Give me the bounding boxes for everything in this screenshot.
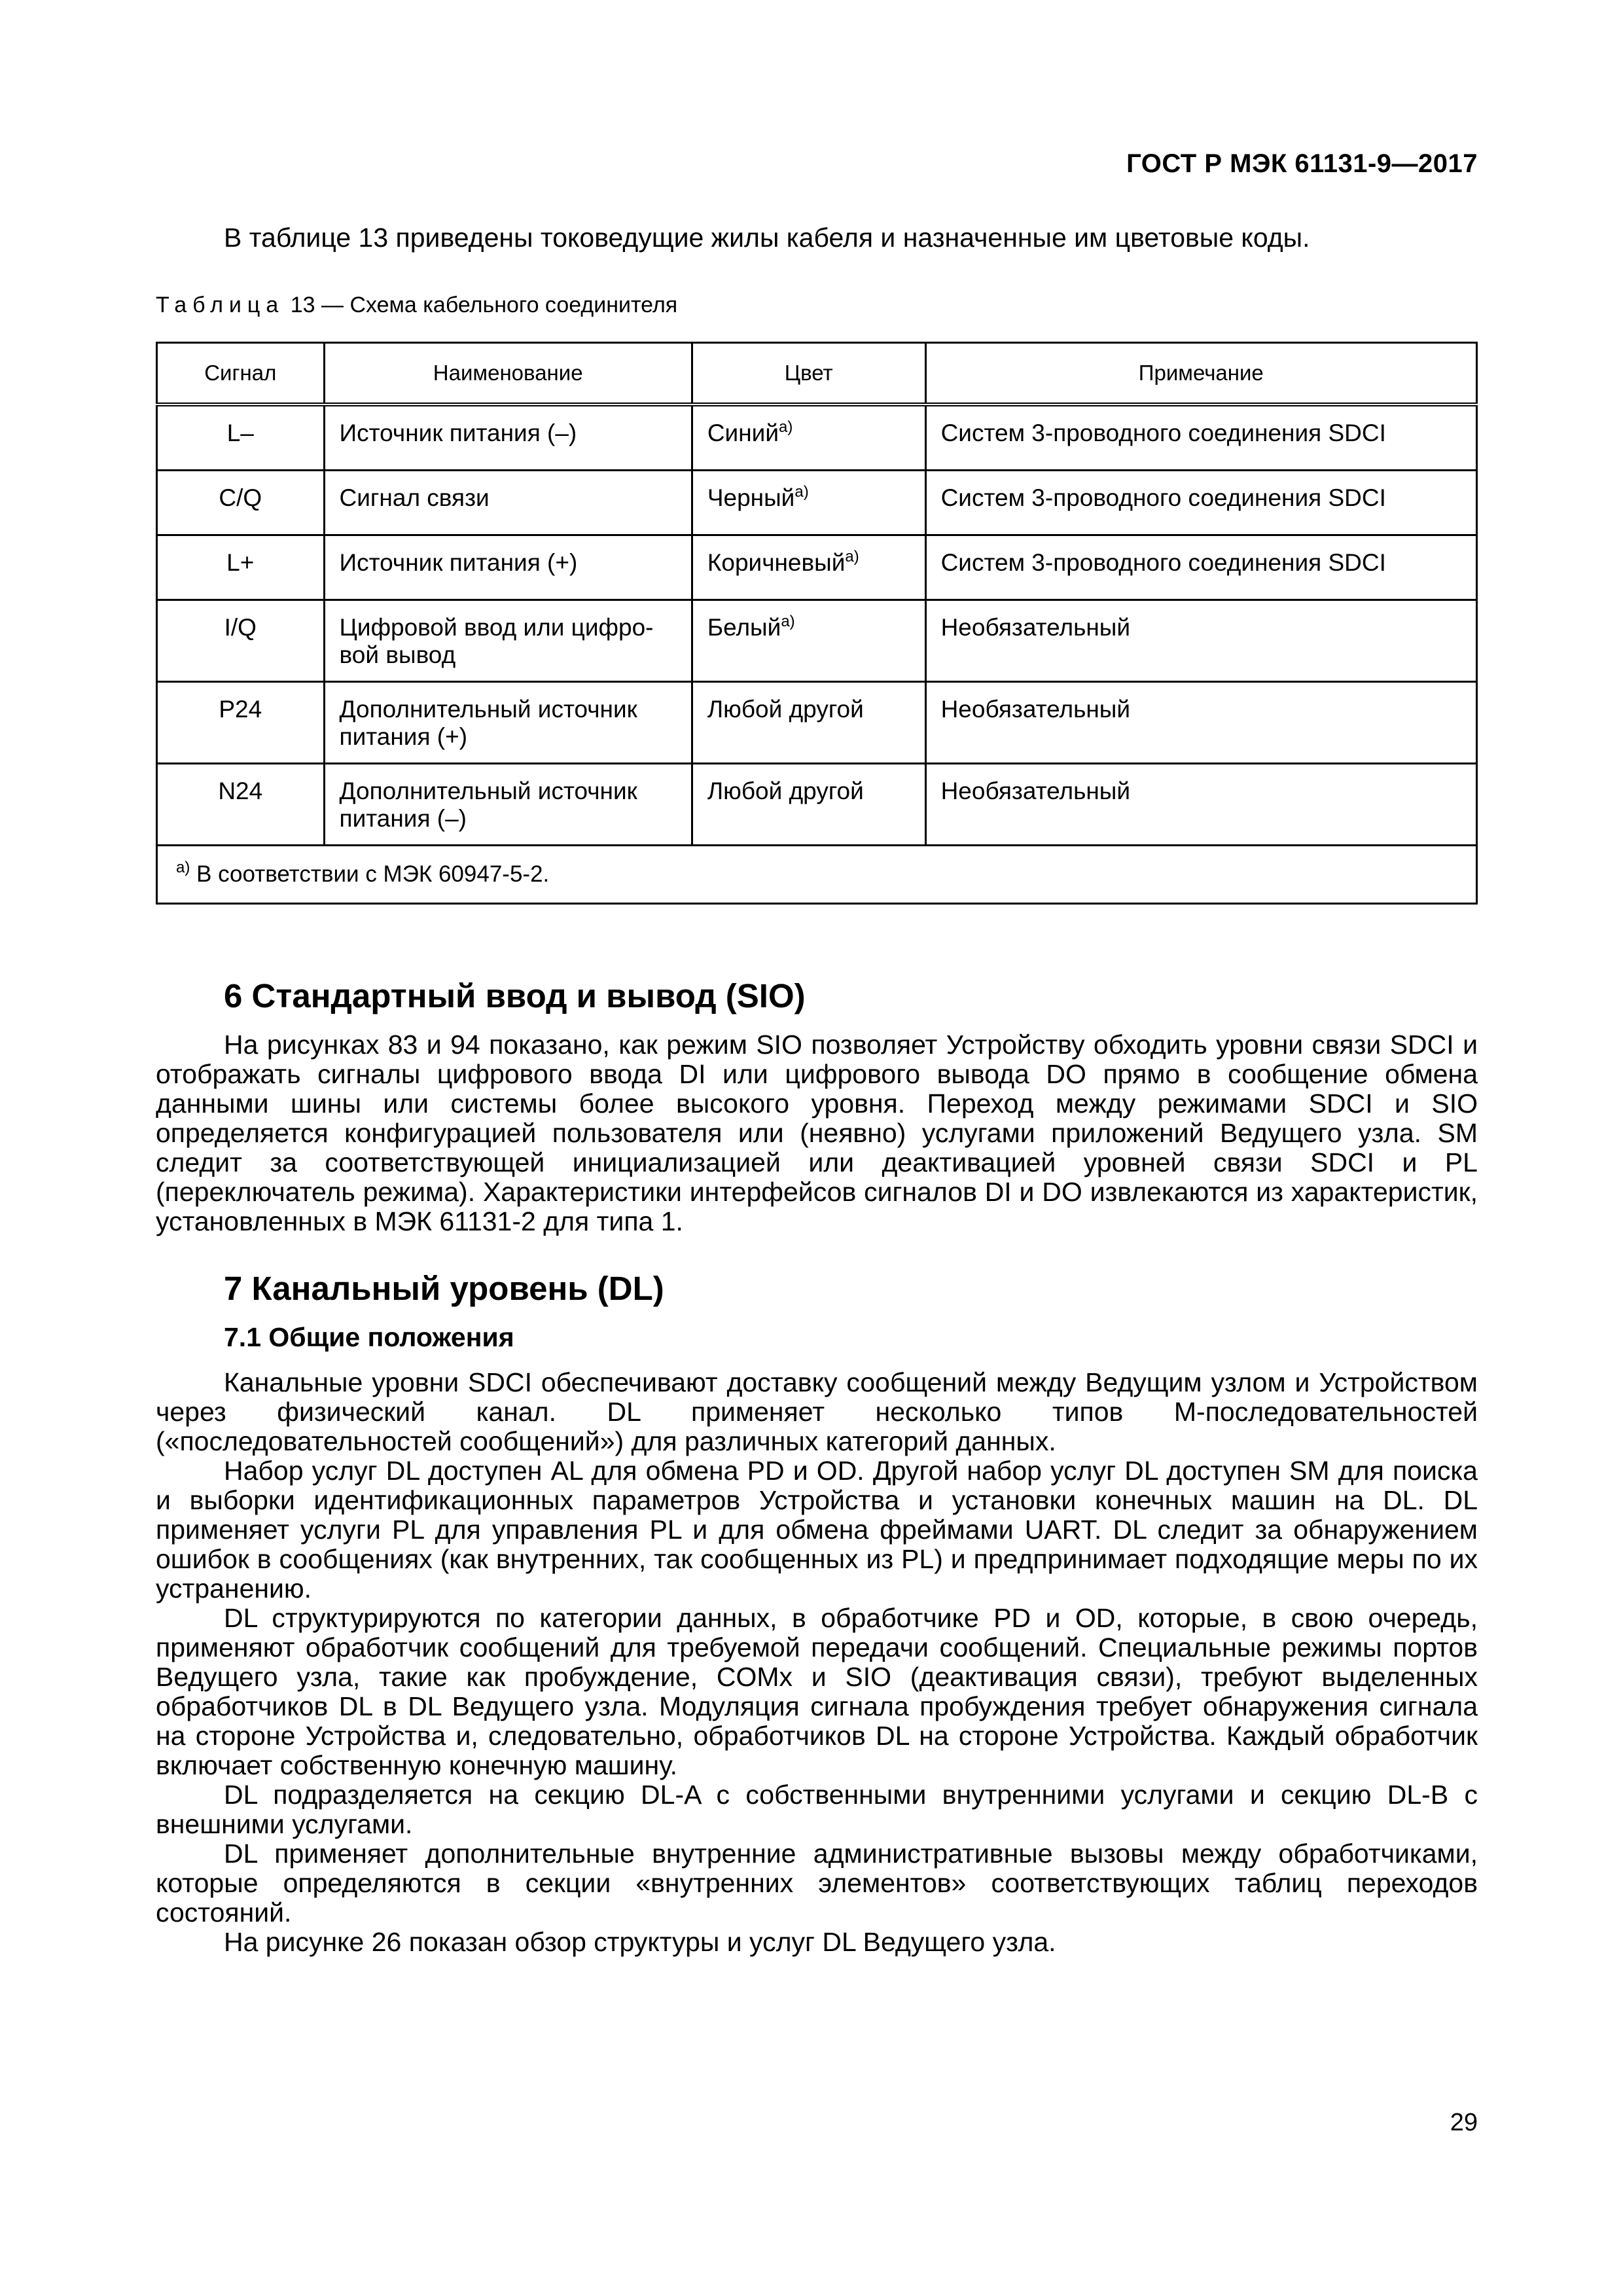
cell-name: Сигнал связи (324, 471, 692, 535)
header-color: Цвет (692, 343, 925, 405)
table-caption-title: 13 — Схема кабельного соединителя (284, 293, 678, 317)
table-row (157, 404, 1477, 471)
section-7-paragraph: На рисунке 26 показан обзор структуры и услуг DL Ведущего узла. (224, 1927, 1056, 1957)
cell-color (692, 682, 925, 764)
table-row (157, 471, 1477, 535)
table-row (157, 764, 1477, 846)
table-footnote (157, 846, 1477, 904)
footnote-mark: а) (176, 859, 190, 876)
section-7-paragraph: Набор услуг DL доступен AL для обмена PD и OD. Другой набор услуг DL доступен SM для поиска и выборки идентификационных параметров Устройства и установки конечных машин на DL. DL применяет услуги PL для управления PL и для обмена фреймами UART. DL следит за обнаружением ошибок в сообщениях (как внутренних, так сообщенных из PL) и предпринимает подходящие меры по их устранению. (156, 1456, 1478, 1604)
section-7-1-heading: 7.1 Общие положения (224, 1322, 514, 1352)
cell-note: Необязательный (925, 600, 1476, 682)
color-value: Белый (707, 614, 781, 641)
cell-color (692, 471, 925, 535)
intro-paragraph: В таблице 13 приведены токоведущие жилы кабеля и назначенные им цветовые коды. (224, 223, 1310, 253)
color-value: Черный (707, 484, 795, 511)
cell-name: Дополнительный источник питания (–) (324, 764, 692, 846)
color-value: Синий (707, 420, 779, 446)
cell-signal: P24 (157, 682, 325, 764)
section-6-paragraph: На рисунках 83 и 94 показано, как режим SIO позволяет Устройству обходить уровни связи SDCI и отображать сигналы цифрового ввода DI или цифрового вывода DO прямо в сообщение обмена данными шины или системы более высокого уровня. Переход между режимами SDCI и SIO определяется конфигурацией пользователя или (неявно) услугами приложений Ведущего узла. SM следит за соответствующей инициализацией или деактивацией уровней связи SDCI и PL (переключатель режима). Характеристики интерфейсов сигналов DI и DO извлекаются из характеристик, установленных в МЭК 61131-2 для типа 1. (156, 1030, 1478, 1236)
cell-name: Дополнительный источник питания (+) (324, 682, 692, 764)
cell-signal: C/Q (157, 471, 325, 535)
header-name: Наименование (324, 343, 692, 405)
table-header-row (157, 343, 1477, 405)
table-caption (156, 293, 677, 318)
color-value: Коричневый (707, 549, 846, 576)
cell-color (692, 404, 925, 471)
page-number: 29 (1450, 2109, 1478, 2136)
section-7-paragraph: Канальные уровни SDCI обеспечивают доставку сообщений между Ведущим узлом и Устройством через физический канал. DL применяет несколько типов М-последовательностей («последовательностей сообщений») для различных категорий данных. (156, 1367, 1478, 1456)
section-7-paragraph: DL структурируются по категории данных, в обработчике PD и OD, которые, в свою очередь, применяют обработчик сообщений для требуемой передачи сообщений. Специальные режимы портов Ведущего узла, такие как пробуждение, COMx и SIO (деактивация связи), требуют выделенных обработчиков DL в DL Ведущего узла. Модуляция сигнала пробуждения требует обнаружения сигнала на стороне Устройства и, следовательно, обработчиков DL на стороне Устройства. Каждый обработчик включает собственную конечную машину. (156, 1603, 1478, 1780)
table-row (157, 682, 1477, 764)
header-signal: Сигнал (157, 343, 325, 405)
document-header: ГОСТ Р МЭК 61131-9—2017 (1126, 149, 1478, 178)
section-6-heading: 6 Стандартный ввод и вывод (SIO) (224, 977, 806, 1014)
cell-name: Источник питания (–) (324, 404, 692, 471)
cell-note: Систем 3-проводного соединения SDCI (925, 404, 1476, 471)
cell-note: Необязательный (925, 682, 1476, 764)
color-value: Любой другой (707, 778, 864, 804)
cell-signal: L+ (157, 535, 325, 600)
footnote-text: В соответствии с МЭК 60947-5-2. (190, 861, 550, 887)
color-value: Любой другой (707, 696, 864, 723)
cell-signal: L– (157, 404, 325, 471)
cable-connector-table (156, 342, 1478, 905)
section-7-paragraph: DL подразделяется на секцию DL-A с собственными внутренними услугами и секцию DL-B с внешними услугами. (156, 1780, 1478, 1839)
main-content (156, 977, 1478, 1957)
cell-note: Систем 3-проводного соединения SDCI (925, 535, 1476, 600)
footnote-ref: a) (781, 613, 795, 630)
table-caption-prefix: Таблица (156, 293, 285, 317)
cell-signal: I/Q (157, 600, 325, 682)
header-note: Примечание (925, 343, 1476, 405)
cell-signal: N24 (157, 764, 325, 846)
section-7-paragraph: DL применяет дополнительные внутренние административные вызовы между обработчиками, которые определяются в секции «внутренних элементов» соответствующих таблиц переходов состояний. (156, 1839, 1478, 1928)
cell-note: Систем 3-проводного соединения SDCI (925, 471, 1476, 535)
section-7-heading: 7 Канальный уровень (DL) (224, 1270, 664, 1307)
footnote-ref: a) (845, 548, 859, 565)
footnote-ref: a) (779, 418, 793, 436)
cell-name: Цифровой ввод или цифро-вой вывод (324, 600, 692, 682)
cell-color (692, 600, 925, 682)
cell-note: Необязательный (925, 764, 1476, 846)
table-footnote-row (157, 846, 1477, 904)
cell-name: Источник питания (+) (324, 535, 692, 600)
cell-color (692, 764, 925, 846)
footnote-ref: a) (794, 483, 809, 501)
table-row (157, 535, 1477, 600)
table-row (157, 600, 1477, 682)
cell-color (692, 535, 925, 600)
